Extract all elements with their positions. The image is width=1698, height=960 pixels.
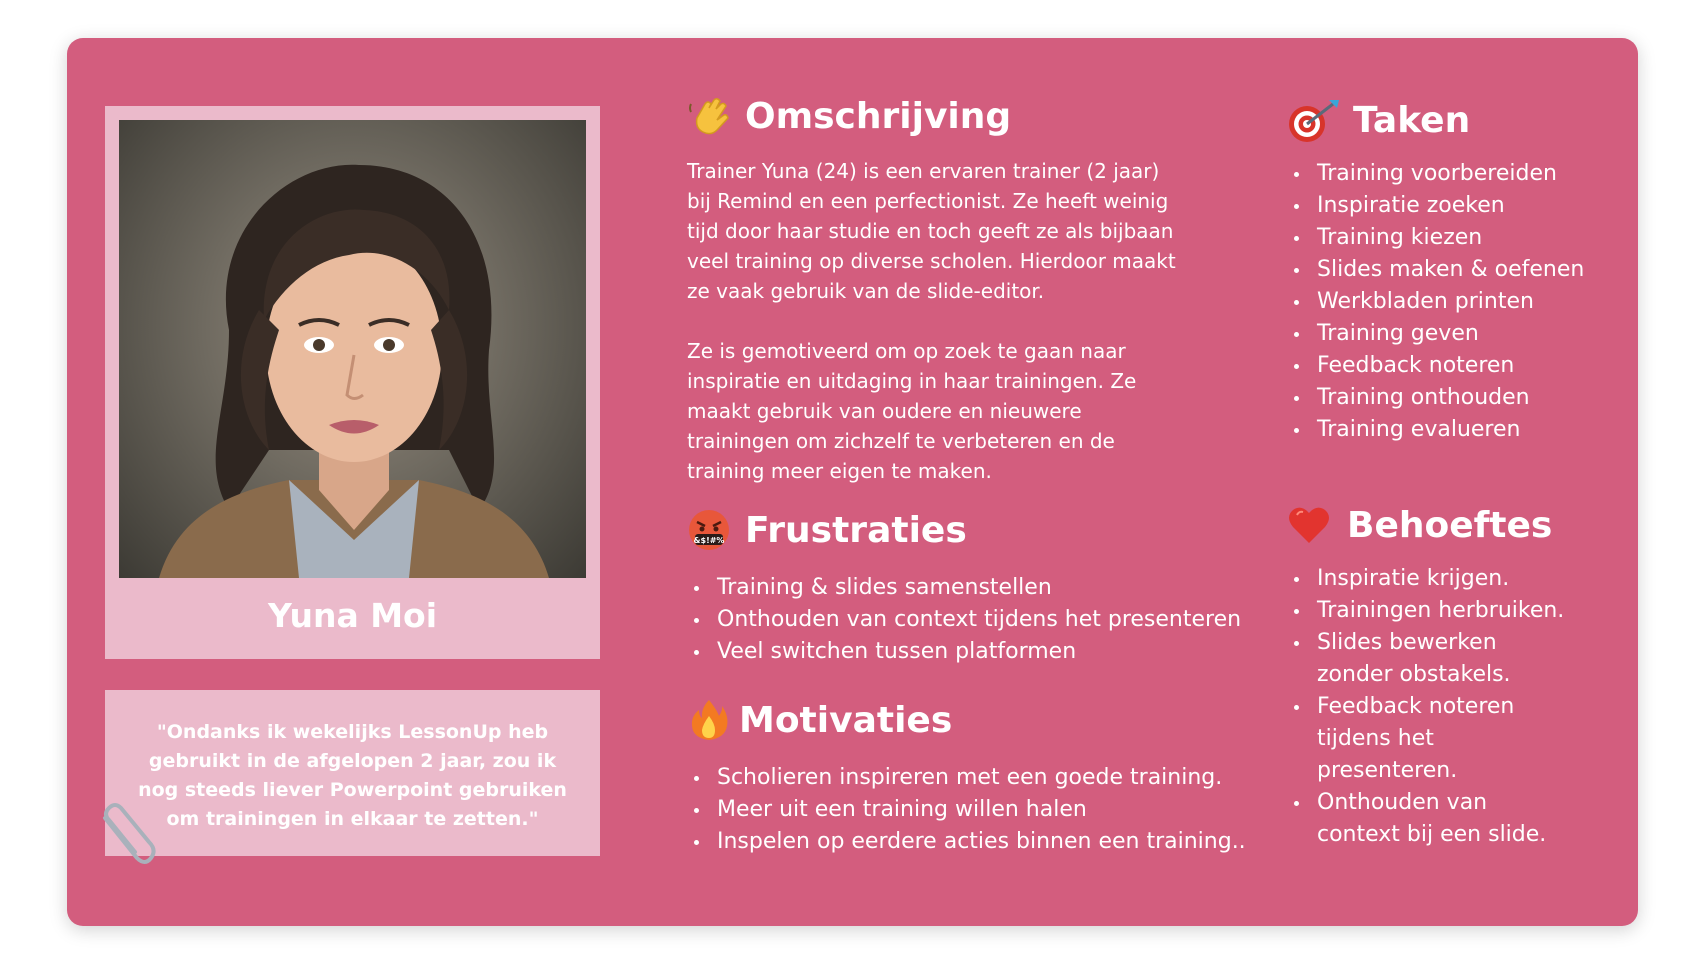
omschrijving-paragraph-1: Trainer Yuna (24) is een ervaren trainer (2 jaar) bij Remind en een perfectionist. Ze heeft weinig tijd door haar studie en toch geeft ze als bijbaan veel training op diverse scholen. Hierdoor maakt ze vaak gebruik van de slide-editor. bbox=[687, 159, 1176, 303]
frustraties-list bbox=[687, 572, 1241, 668]
waving-hand-icon bbox=[687, 94, 731, 138]
list-item: Training & slides samenstellen bbox=[687, 572, 1241, 604]
motivaties-title: Motivaties bbox=[739, 699, 953, 741]
list-item: Slides bewerken zonder obstakels. bbox=[1287, 627, 1577, 691]
behoeftes-list bbox=[1287, 563, 1577, 851]
red-heart-icon bbox=[1287, 503, 1331, 547]
persona-name: Yuna Moi bbox=[267, 596, 438, 635]
paperclip-icon bbox=[91, 800, 161, 870]
list-item: Onthouden van context tijdens het presenteren bbox=[687, 604, 1241, 636]
cursing-face-icon bbox=[687, 508, 731, 552]
list-item: Onthouden van context bij een slide. bbox=[1287, 787, 1577, 851]
omschrijving-title: Omschrijving bbox=[745, 95, 1012, 137]
svg-text:&$!#%: &$!#% bbox=[693, 536, 725, 545]
motivaties-list bbox=[687, 762, 1246, 858]
list-item: Training kiezen bbox=[1287, 222, 1584, 254]
list-item: Training geven bbox=[1287, 318, 1584, 350]
frustraties-title: Frustraties bbox=[745, 509, 967, 551]
list-item: Werkbladen printen bbox=[1287, 286, 1584, 318]
taken-list bbox=[1287, 158, 1584, 446]
omschrijving-paragraph-2: Ze is gemotiveerd om op zoek te gaan naar inspiratie en uitdaging in haar trainingen. Ze maakt gebruik van oudere en nieuwere trainingen om zichzelf te verbeteren en de training meer eigen te maken. bbox=[687, 339, 1137, 483]
list-item: Training voorbereiden bbox=[1287, 158, 1584, 190]
list-item: Training evalueren bbox=[1287, 414, 1584, 446]
omschrijving-heading bbox=[687, 94, 1187, 138]
motivaties-heading bbox=[687, 698, 1246, 742]
behoeftes-heading bbox=[1287, 503, 1577, 547]
behoeftes-title: Behoeftes bbox=[1347, 504, 1553, 546]
list-item: Trainingen herbruiken. bbox=[1287, 595, 1577, 627]
section-omschrijving bbox=[687, 94, 1187, 486]
section-behoeftes bbox=[1287, 503, 1577, 851]
target-dart-icon bbox=[1287, 96, 1343, 144]
taken-title: Taken bbox=[1353, 99, 1471, 141]
list-item: Inspelen op eerdere acties binnen een training.. bbox=[687, 826, 1246, 858]
section-frustraties bbox=[687, 508, 1241, 668]
section-taken bbox=[1287, 96, 1584, 446]
persona-card bbox=[67, 38, 1638, 926]
list-item: Veel switchen tussen platformen bbox=[687, 636, 1241, 668]
persona-quote: "Ondanks ik wekelijks LessonUp heb gebruikt in de afgelopen 2 jaar, zou ik nog steeds liever Powerpoint gebruiken om trainingen in elkaar te zetten." bbox=[138, 721, 567, 830]
list-item: Feedback noteren bbox=[1287, 350, 1584, 382]
frustraties-heading bbox=[687, 508, 1241, 552]
list-item: Training onthouden bbox=[1287, 382, 1584, 414]
list-item: Meer uit een training willen halen bbox=[687, 794, 1246, 826]
taken-heading bbox=[1287, 96, 1584, 144]
list-item: Inspiratie zoeken bbox=[1287, 190, 1584, 222]
list-item: Inspiratie krijgen. bbox=[1287, 563, 1577, 595]
photo-frame bbox=[105, 106, 600, 659]
list-item: Feedback noteren tijdens het presenteren. bbox=[1287, 691, 1577, 787]
list-item: Slides maken & oefenen bbox=[1287, 254, 1584, 286]
list-item: Scholieren inspireren met een goede training. bbox=[687, 762, 1246, 794]
fire-icon bbox=[687, 698, 731, 742]
persona-photo bbox=[119, 120, 586, 578]
quote-box bbox=[105, 690, 600, 856]
section-motivaties bbox=[687, 698, 1246, 858]
